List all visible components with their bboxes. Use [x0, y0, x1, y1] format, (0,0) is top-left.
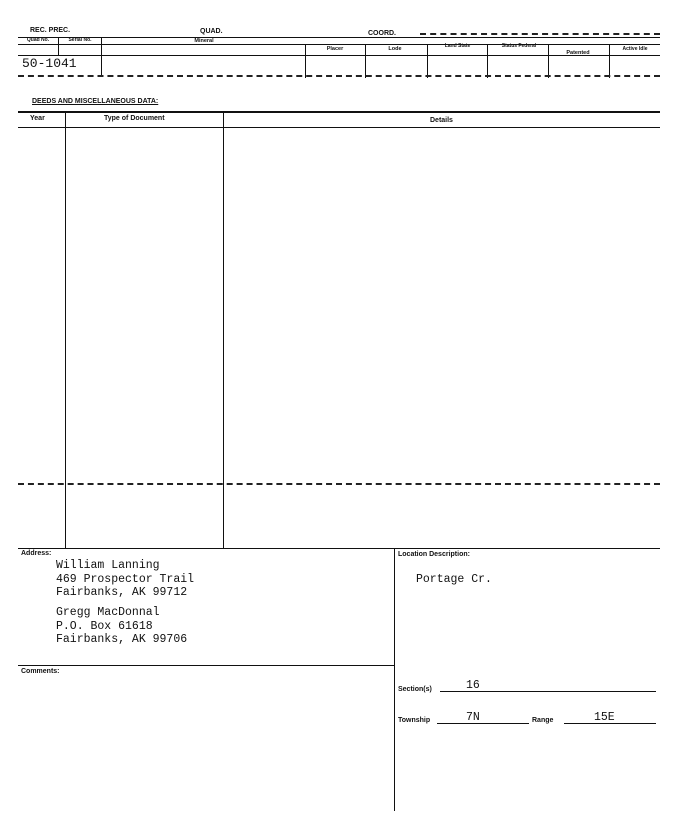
deeds-header-rule: [18, 127, 660, 128]
deeds-dashed-line: [18, 483, 660, 485]
bottom-section-rule: [18, 548, 660, 549]
col-lode: Lode: [388, 46, 402, 52]
township-label: Township: [398, 717, 431, 724]
township-line: [437, 723, 529, 724]
location-description-label: Location Description:: [398, 551, 470, 558]
comments-rule: [18, 665, 394, 666]
col-type-of-document: Type of Document: [104, 115, 165, 122]
range-label: Range: [532, 717, 554, 724]
col-status-federal: Status Federal: [501, 43, 537, 49]
quad-label: QUAD.: [200, 28, 223, 35]
section-label: Section(s): [398, 686, 432, 693]
divider: [487, 44, 488, 78]
deeds-top-rule: [18, 111, 660, 113]
address-block-1: William Lanning 469 Prospector Trail Fairbanks, AK 99712: [56, 559, 195, 599]
coord-dashed-line: [420, 33, 660, 35]
divider: [427, 44, 428, 78]
location-description-value: Portage Cr.: [416, 573, 492, 586]
coord-label: COORD.: [368, 30, 396, 37]
header-subrule: [18, 44, 660, 45]
col-patented: Patented: [566, 50, 590, 56]
deeds-title: DEEDS AND MISCELLANEOUS DATA:: [32, 98, 159, 105]
col-mineral: Mineral: [194, 38, 214, 44]
address-block-2: Gregg MacDonnal P.O. Box 61618 Fairbanks, AK 99706: [56, 606, 188, 646]
comments-label: Comments:: [21, 668, 60, 675]
range-value: 15E: [594, 711, 615, 724]
header-data-rule: [18, 55, 660, 56]
divider: [101, 37, 102, 76]
record-number: 50-1041: [22, 56, 77, 71]
col-year: Year: [30, 115, 45, 122]
section-value: 16: [466, 679, 480, 692]
col-details: Details: [430, 117, 453, 124]
col-placer: Placer: [326, 46, 344, 52]
record-dashed-line: [18, 75, 660, 77]
divider: [305, 44, 306, 78]
bottom-divider: [394, 548, 395, 811]
divider: [609, 44, 610, 78]
col-quad-no: Quad No.: [26, 37, 50, 43]
col-active-idle: Active Idle: [622, 46, 648, 52]
col-land-state: Land State: [444, 43, 471, 49]
township-value: 7N: [466, 711, 480, 724]
divider: [58, 37, 59, 55]
rec-prec-label: REC. PREC.: [30, 27, 71, 34]
divider: [365, 44, 366, 78]
divider: [548, 44, 549, 78]
address-label: Address:: [21, 550, 52, 557]
col-serial-no: Serial No.: [68, 37, 92, 43]
